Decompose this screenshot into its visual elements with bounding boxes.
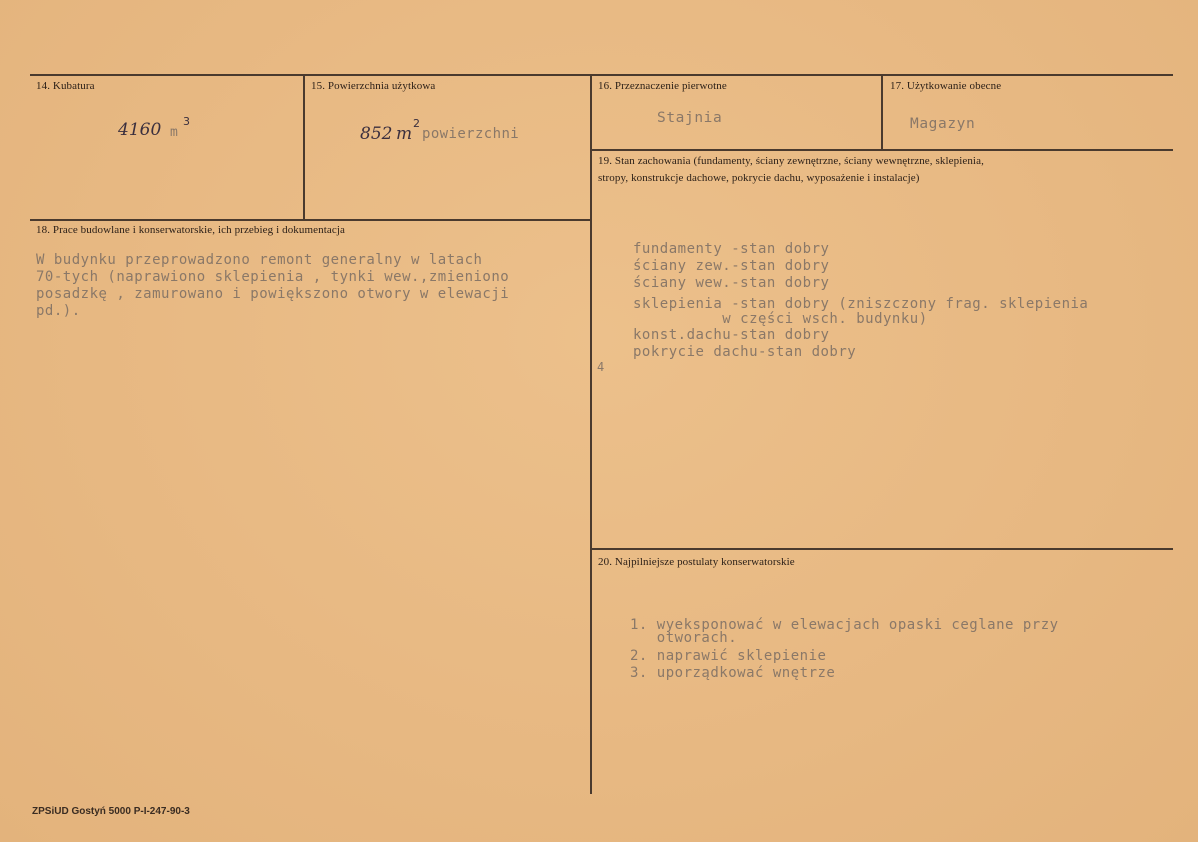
- rule-above-18: [30, 219, 590, 221]
- field-14-unit-sup: 3: [183, 115, 190, 128]
- field-17-label: 17. Użytkowanie obecne: [890, 80, 1002, 92]
- field-15-unit-sup: 2: [413, 117, 420, 130]
- field-15-suffix: powierzchni: [422, 126, 520, 142]
- field-19-line-1: fundamenty -stan dobry: [633, 241, 830, 257]
- field-16-value: Stajnia: [657, 110, 723, 126]
- field-18-line-1: W budynku przeprowadzono remont generalny w latach: [36, 252, 483, 268]
- field-18-label: 18. Prace budowlane i konserwatorskie, ich przebieg i dokumentacja: [36, 224, 345, 236]
- postulat-item-2: 2. naprawić sklepienie: [630, 648, 827, 664]
- field-18-line-4: pd.).: [36, 303, 81, 319]
- field-14-value: 4160: [118, 120, 162, 140]
- footer-imprint: ZPSiUD Gostyń 5000 P-I-247-90-3: [32, 806, 190, 817]
- margin-mark: 4: [597, 360, 605, 374]
- field-19-line-5: w części wsch. budynku): [633, 311, 928, 327]
- field-19-label-line-1: 19. Stan zachowania (fundamenty, ściany zewnętrzne, ściany wewnętrzne, sklepienia,: [598, 155, 984, 167]
- field-14-label: 14. Kubatura: [36, 80, 95, 92]
- postulat-item-1: 1. wyeksponować w elewacjach opaski ceglane przy: [630, 617, 1059, 633]
- divider-14-15: [303, 74, 305, 220]
- field-15-unit: m: [396, 124, 413, 144]
- field-19-line-4: sklepienia -stan dobry (zniszczony frag. sklepienia: [633, 296, 1089, 312]
- field-16-label: 16. Przeznaczenie pierwotne: [598, 80, 727, 92]
- field-19-line-7: pokrycie dachu-stan dobry: [633, 344, 857, 360]
- field-14-unit: m: [170, 125, 179, 140]
- field-15-label: 15. Powierzchnia użytkowa: [311, 80, 436, 92]
- field-20-label: 20. Najpilniejsze postulaty konserwatorskie: [598, 556, 795, 568]
- center-divider: [590, 74, 592, 794]
- field-19-line-2: ściany zew.-stan dobry: [633, 258, 830, 274]
- field-15-value: 852: [360, 124, 393, 144]
- field-18-line-3: posadzkę , zamurowano i powiększono otwory w elewacji: [36, 286, 510, 302]
- divider-16-17: [881, 74, 883, 150]
- top-rule: [30, 74, 1173, 76]
- field-19-label-line-2: stropy, konstrukcje dachowe, pokrycie dachu, wyposażenie i instalacje): [598, 172, 920, 184]
- field-19-line-3: ściany wew.-stan dobry: [633, 275, 830, 291]
- field-19-line-6: konst.dachu-stan dobry: [633, 327, 830, 343]
- field-18-line-2: 70-tych (naprawiono sklepienia , tynki wew.,zmieniono: [36, 269, 510, 285]
- rule-above-20: [592, 548, 1173, 550]
- postulat-item-3: 3. uporządkować wnętrze: [630, 665, 836, 681]
- postulat-item-1-cont: otworach.: [630, 630, 738, 646]
- field-17-value: Magazyn: [910, 116, 976, 132]
